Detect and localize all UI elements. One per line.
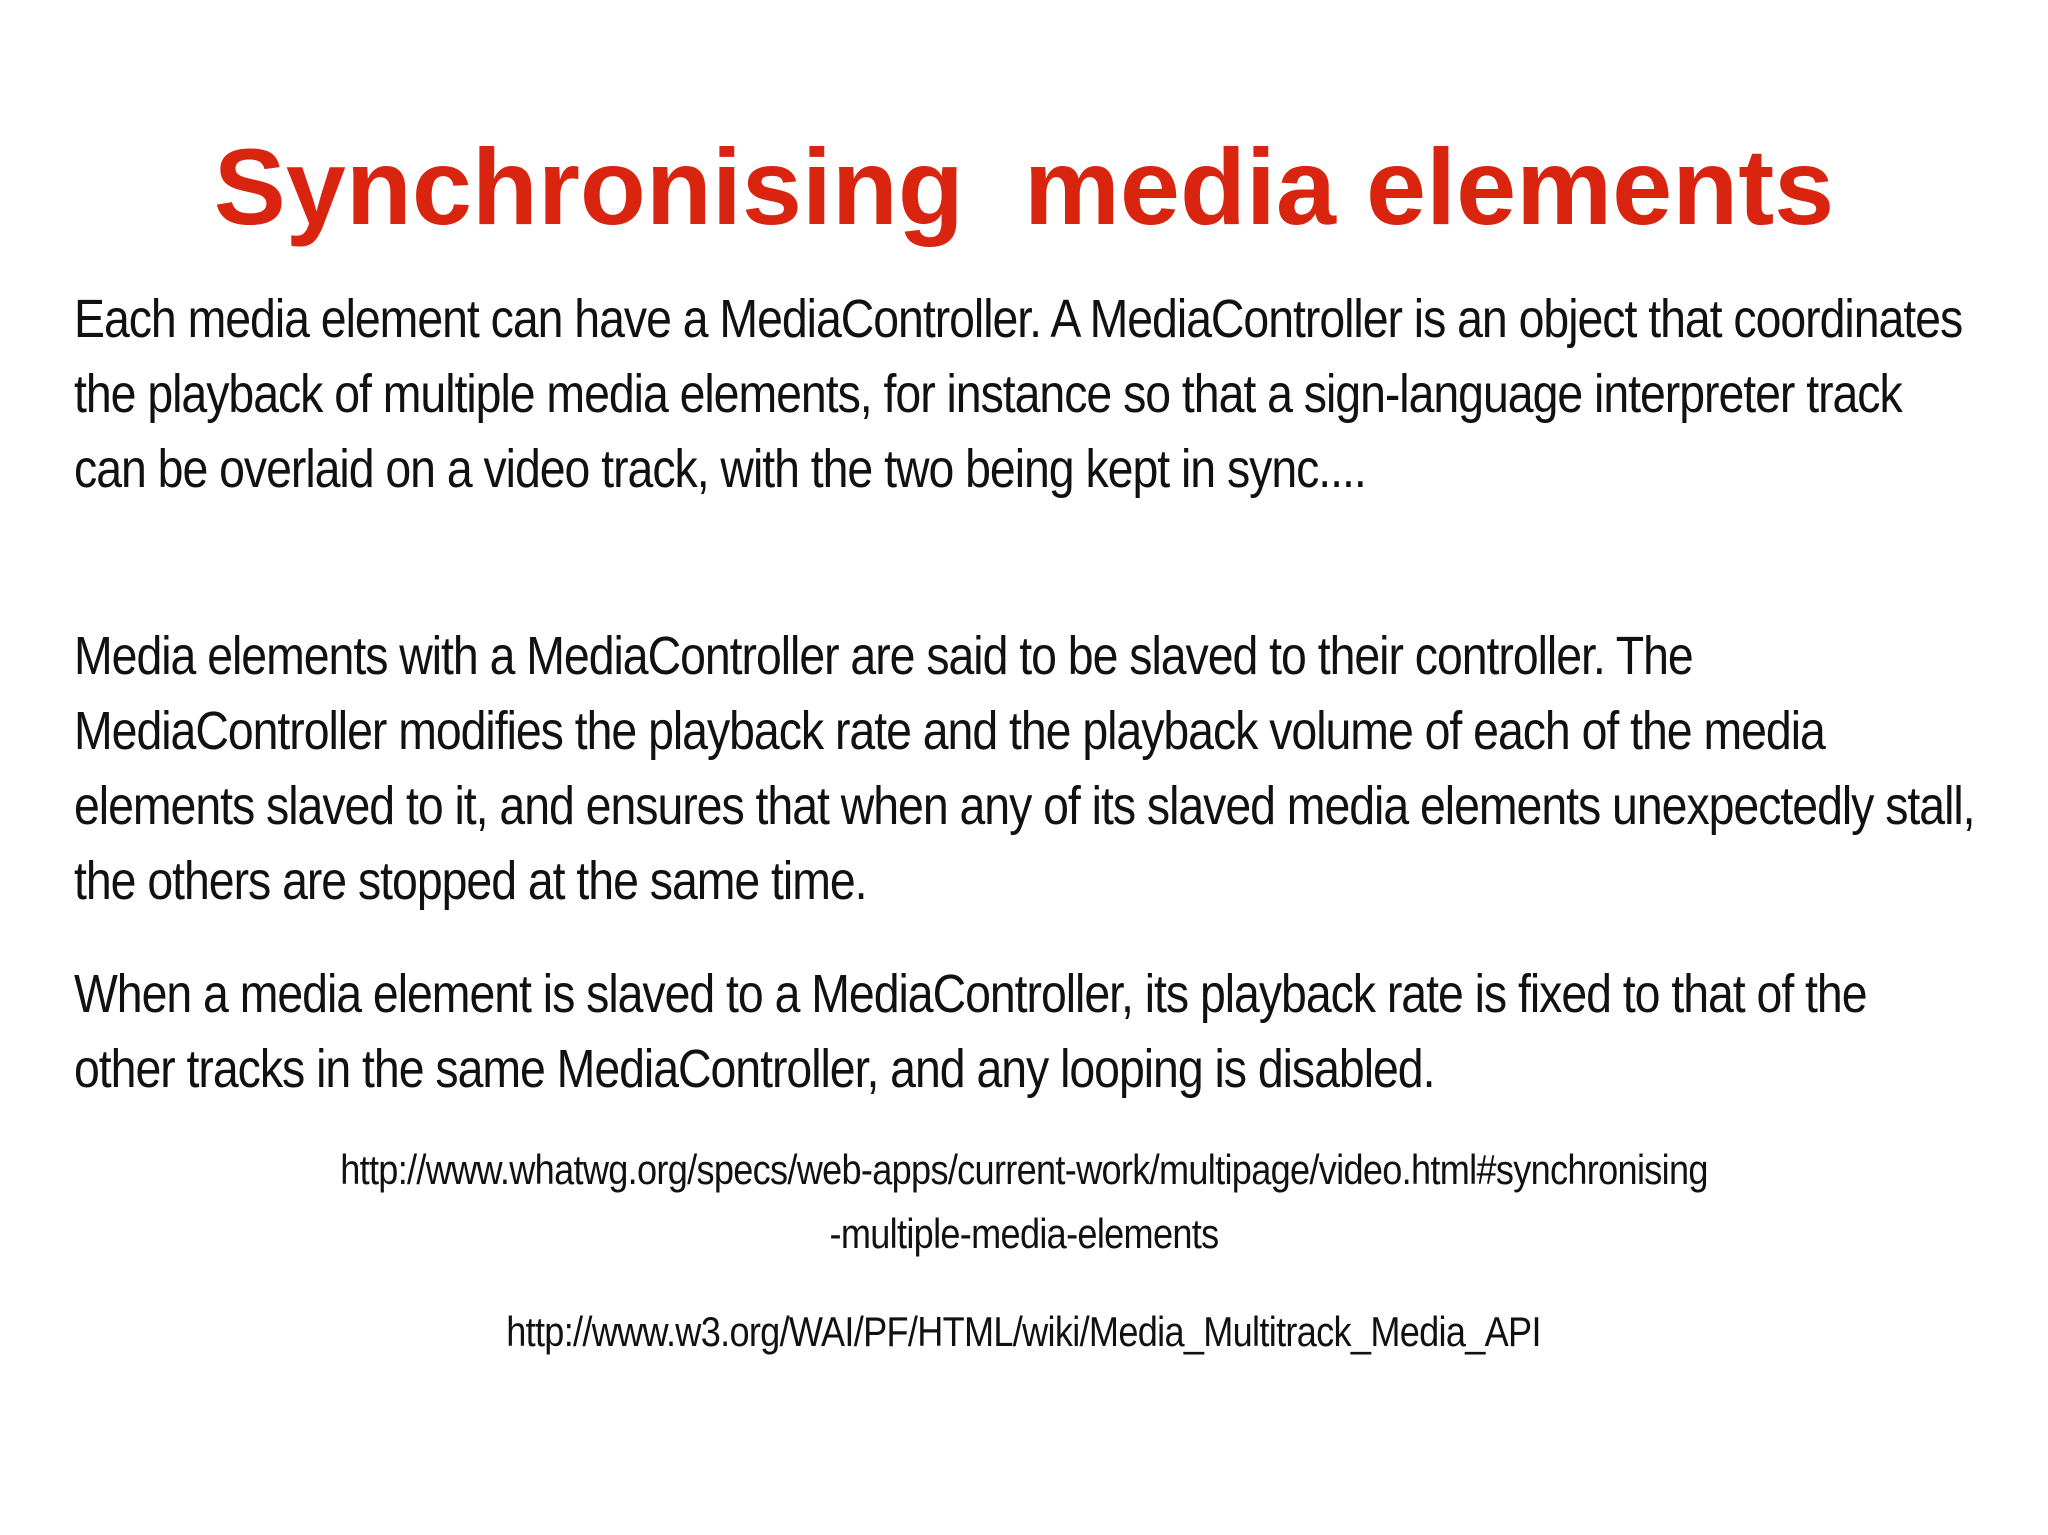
paragraph-playback-rate: When a media element is slaved to a MediaController, its playback rate is fixed to that of the other tracks in the same MediaController, and any looping is disabled.: [74, 964, 1867, 1099]
slide-title: Synchronising media elements: [213, 126, 1835, 247]
paragraph-media-controller: Each media element can have a MediaController. A MediaController is an object that coordinates the playback of multiple media elements, for instance so that a sign-language interpreter track can be overlaid on a video track, with the two being kept in sync....: [74, 289, 1963, 499]
paragraph-slaved-elements: Media elements with a MediaController are said to be slaved to their controller. The MediaController modifies the playback rate and the playback volume of each of the media elements slaved to it, and ensures that when any of its slaved media elements unexpectedly stall, the others are stopped at the same time.: [74, 626, 1975, 911]
reference-link-whatwg-text: http://www.whatwg.org/specs/web-apps/current-work/multipage/video.html#synchronising-multiple-media-elements: [340, 1146, 1708, 1257]
reference-link-w3c-text: http://www.w3.org/WAI/PF/HTML/wiki/Media_Multitrack_Media_API: [506, 1308, 1542, 1355]
reference-link-w3c[interactable]: [0, 1300, 2048, 1364]
reference-link-whatwg[interactable]: [0, 1138, 2048, 1266]
